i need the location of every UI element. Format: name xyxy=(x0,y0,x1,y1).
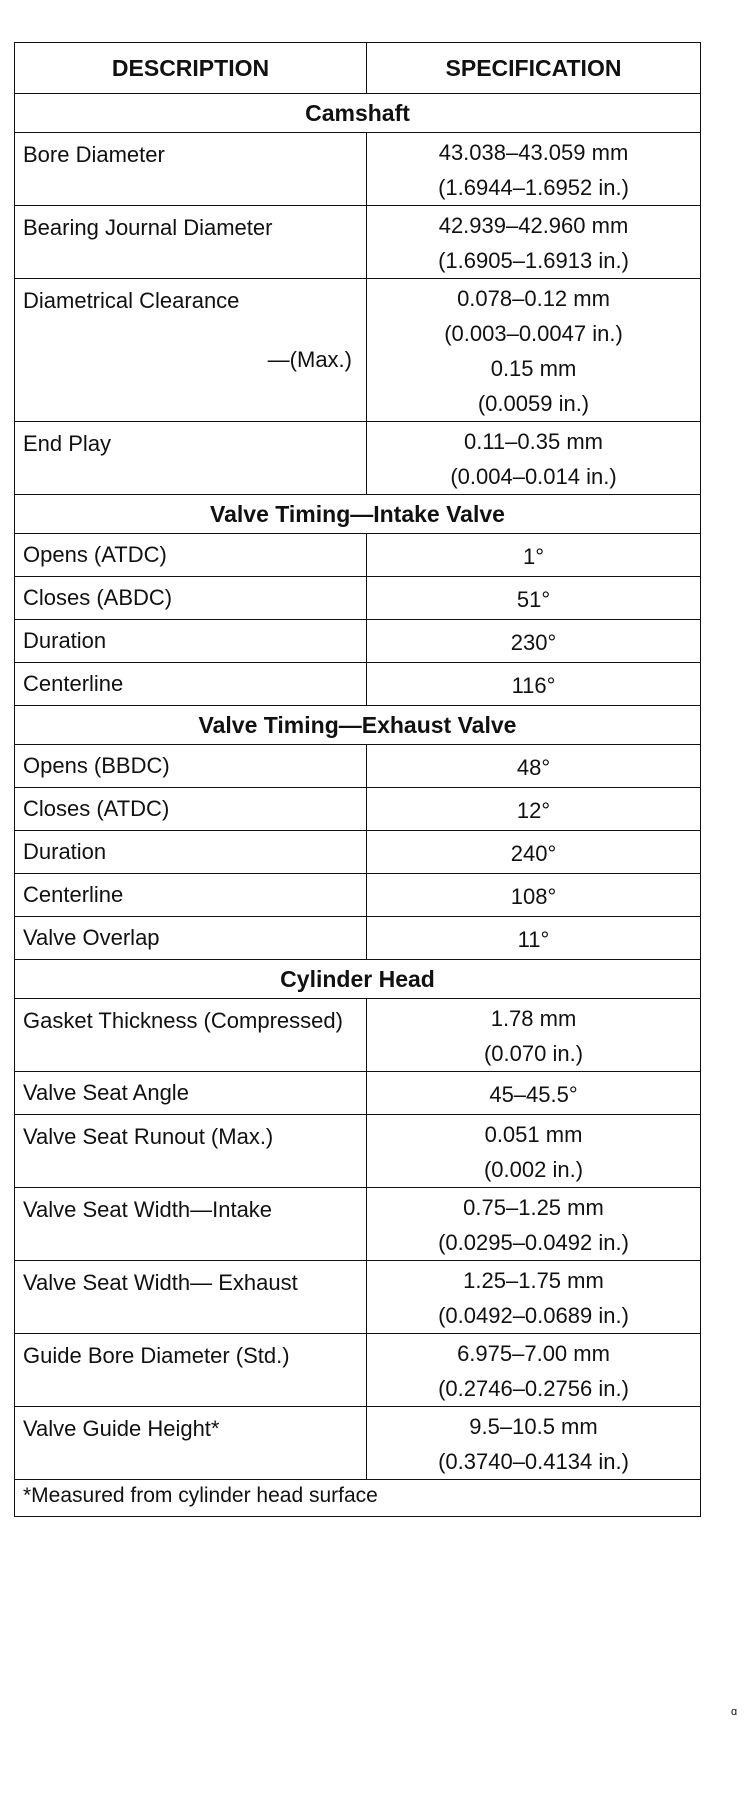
row-description xyxy=(15,279,367,422)
spec-line: (0.0295–0.0492 in.) xyxy=(438,1230,629,1255)
table-row xyxy=(15,788,701,831)
section-title: Cylinder Head xyxy=(15,960,701,999)
row-description xyxy=(15,663,367,706)
table-row xyxy=(15,663,701,706)
row-description-text: Closes (ABDC) xyxy=(23,585,173,610)
header-specification: SPECIFICATION xyxy=(367,43,701,94)
table-row xyxy=(15,620,701,663)
table-row xyxy=(15,1188,701,1261)
spec-line: (1.6905–1.6913 in.) xyxy=(438,248,629,273)
spec-line: 240° xyxy=(510,840,557,866)
spec-line: (0.0492–0.0689 in.) xyxy=(438,1303,629,1328)
row-specification xyxy=(367,279,701,422)
spec-line: 6.975–7.00 mm xyxy=(457,1341,610,1366)
spec-line: (0.002 in.) xyxy=(483,1157,584,1182)
section-row xyxy=(15,706,701,745)
section-row xyxy=(15,960,701,999)
row-specification xyxy=(367,133,701,206)
section-title: Valve Timing—Intake Valve xyxy=(15,495,701,534)
table-row xyxy=(15,534,701,577)
row-specification xyxy=(367,1334,701,1407)
row-specification xyxy=(367,1261,701,1334)
spec-line: 42.939–42.960 mm xyxy=(438,213,629,238)
spec-line: 9.5–10.5 mm xyxy=(469,1414,598,1439)
row-specification xyxy=(367,917,701,960)
spec-line: (0.070 in.) xyxy=(483,1041,584,1066)
spec-line: 0.051 mm xyxy=(484,1122,583,1147)
table-row xyxy=(15,745,701,788)
row-specification xyxy=(367,1188,701,1261)
row-description xyxy=(15,874,367,917)
table-row xyxy=(15,874,701,917)
header-description: DESCRIPTION xyxy=(15,43,367,94)
row-description-text: Valve Seat Runout (Max.) xyxy=(23,1124,274,1149)
row-specification xyxy=(367,831,701,874)
row-description xyxy=(15,620,367,663)
footnote: *Measured from cylinder head surface xyxy=(15,1480,701,1517)
spec-line: 108° xyxy=(510,883,557,909)
row-specification xyxy=(367,745,701,788)
table-row xyxy=(15,1261,701,1334)
spec-line: 1.25–1.75 mm xyxy=(463,1268,604,1293)
row-specification xyxy=(367,874,701,917)
spec-line: (0.2746–0.2756 in.) xyxy=(438,1376,629,1401)
spec-line: 11° xyxy=(517,926,550,952)
row-specification xyxy=(367,1407,701,1480)
row-specification xyxy=(367,534,701,577)
section-row xyxy=(15,94,701,133)
spec-line: 1.78 mm xyxy=(490,1006,577,1031)
spec-line: (0.004–0.014 in.) xyxy=(450,464,617,489)
row-description xyxy=(15,422,367,495)
row-description xyxy=(15,831,367,874)
row-specification xyxy=(367,422,701,495)
row-description-text: Opens (ATDC) xyxy=(23,542,167,567)
row-specification xyxy=(367,1072,701,1115)
row-description xyxy=(15,1188,367,1261)
spec-line: 0.15 mm xyxy=(490,356,577,381)
row-description-text: Valve Seat Angle xyxy=(23,1080,189,1105)
row-description-text: End Play xyxy=(23,431,112,456)
page-mark: ɑ xyxy=(731,1706,738,1718)
table-row xyxy=(15,206,701,279)
header-row xyxy=(15,43,701,94)
row-description-text: Valve Seat Width— Exhaust xyxy=(23,1270,298,1295)
row-specification xyxy=(367,577,701,620)
row-description-text: Gasket Thickness (Compressed) xyxy=(23,1008,343,1033)
row-description-text: Valve Seat Width—Intake xyxy=(23,1197,273,1222)
row-specification xyxy=(367,999,701,1072)
row-description xyxy=(15,1407,367,1480)
row-description xyxy=(15,917,367,960)
row-description xyxy=(15,1115,367,1188)
row-description xyxy=(15,1261,367,1334)
table-row xyxy=(15,831,701,874)
spec-line: 51° xyxy=(516,586,551,612)
spec-line: 43.038–43.059 mm xyxy=(438,140,629,165)
row-description-text: Valve Overlap xyxy=(23,925,160,950)
row-description-text: Closes (ATDC) xyxy=(23,796,170,821)
row-description-text: Opens (BBDC) xyxy=(23,753,170,778)
spec-line: (0.3740–0.4134 in.) xyxy=(438,1449,629,1474)
table-row xyxy=(15,422,701,495)
spec-line: 1° xyxy=(522,543,545,569)
row-specification xyxy=(367,206,701,279)
spec-line: 12° xyxy=(516,797,551,823)
table-row xyxy=(15,917,701,960)
spec-line: (0.003–0.0047 in.) xyxy=(444,321,623,346)
row-specification xyxy=(367,663,701,706)
row-description-text: Duration xyxy=(23,628,107,653)
spec-line: 48° xyxy=(516,754,551,780)
spec-line: 0.11–0.35 mm xyxy=(463,429,603,454)
section-title: Camshaft xyxy=(15,94,701,133)
spec-line: 0.75–1.25 mm xyxy=(463,1195,604,1220)
row-description xyxy=(15,534,367,577)
row-description xyxy=(15,133,367,206)
footnote-row xyxy=(15,1480,701,1517)
section-row xyxy=(15,495,701,534)
row-description xyxy=(15,577,367,620)
row-description-text: Bearing Journal Diameter xyxy=(23,215,273,240)
row-specification xyxy=(367,788,701,831)
row-description-text: Duration xyxy=(23,839,107,864)
row-description-text: Diametrical Clearance xyxy=(23,288,240,313)
table-row xyxy=(15,577,701,620)
row-description-text: Centerline xyxy=(23,882,124,907)
table-row xyxy=(15,1072,701,1115)
row-description-text: Valve Guide Height* xyxy=(23,1416,220,1441)
row-description-text: Centerline xyxy=(23,671,124,696)
table-row xyxy=(15,999,701,1072)
section-title: Valve Timing—Exhaust Valve xyxy=(15,706,701,745)
table-row xyxy=(15,279,701,422)
spec-line: (1.6944–1.6952 in.) xyxy=(438,175,629,200)
spec-line: 0.078–0.12 mm xyxy=(457,286,610,311)
row-description xyxy=(15,1334,367,1407)
row-description xyxy=(15,999,367,1072)
row-description xyxy=(15,745,367,788)
spec-line: 116° xyxy=(511,672,556,698)
row-description xyxy=(15,788,367,831)
row-specification xyxy=(367,620,701,663)
table-row xyxy=(15,1334,701,1407)
row-description-text: Guide Bore Diameter (Std.) xyxy=(23,1343,290,1368)
table-row xyxy=(15,1115,701,1188)
row-description xyxy=(15,206,367,279)
row-specification xyxy=(367,1115,701,1188)
spec-line: 230° xyxy=(510,629,557,655)
table-row xyxy=(15,1407,701,1480)
row-description-text: Bore Diameter xyxy=(23,142,165,167)
spec-line: 45–45.5° xyxy=(489,1081,578,1107)
spec-line: (0.0059 in.) xyxy=(477,391,590,416)
row-description xyxy=(15,1072,367,1115)
row-sub-description: —(Max.) xyxy=(267,347,352,372)
table-body xyxy=(15,94,701,1480)
table-row xyxy=(15,133,701,206)
spec-table xyxy=(14,42,701,1517)
